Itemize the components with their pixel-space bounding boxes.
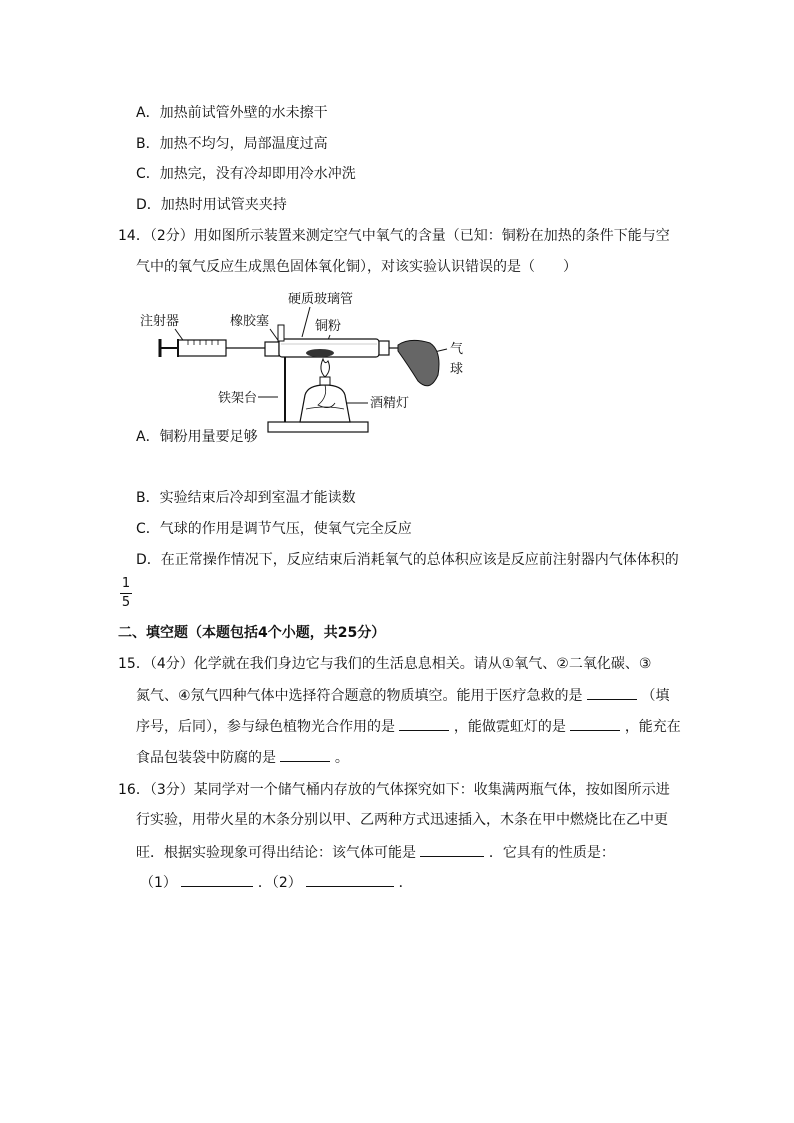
label-lamp: 酒精灯 <box>370 396 410 411</box>
q15-blank-photosynthesis[interactable] <box>399 716 449 731</box>
fraction-numerator: 1 <box>121 576 131 591</box>
q16-line2: 行实验，用带火星的木条分别以甲、乙两种方式迅速插入，木条在甲中燃烧比在乙中更 <box>136 812 668 828</box>
label-stopper: 橡胶塞 <box>230 314 270 329</box>
q14-stem-line2: 气中的氧气反应生成黑色固体氧化铜），对该实验认识错误的是（ ） <box>136 259 577 275</box>
fraction-one-fifth <box>120 576 132 611</box>
q15-line3 <box>136 716 681 737</box>
q15-line2-text: 氮气、④氖气四种气体中选择符合题意的物质填空。能用于医疗急救的是 <box>136 688 583 704</box>
fraction-denominator: 5 <box>121 595 131 610</box>
q15-blank-food[interactable] <box>280 747 330 762</box>
section2-title: 二、填空题（本题包括4个小题，共25分） <box>118 625 386 641</box>
q15-line4-end: 。 <box>334 750 349 766</box>
q14-stem-line1: 14．（2分）用如图所示装置来测定空气中氧气的含量（已知：铜粉在加热的条件下能与空 <box>118 228 670 244</box>
q16-blank-property1[interactable] <box>181 872 253 887</box>
label-glass-tube: 硬质玻璃管 <box>288 292 354 307</box>
q15-line2 <box>136 685 669 706</box>
label-stand: 铁架台 <box>218 391 258 406</box>
q16-line4-end: ． <box>398 875 413 891</box>
q14-option-c: C．气球的作用是调节气压，使氧气完全反应 <box>136 521 412 537</box>
q16-line4 <box>140 872 413 893</box>
q15-line4 <box>136 747 349 768</box>
label-balloon-2: 球 <box>450 362 464 377</box>
q14-option-d: D．在正常操作情况下，反应结束后消耗氧气的总体积应该是反应前注射器内气体体积的 <box>136 552 679 568</box>
q16-line3 <box>136 842 615 863</box>
q16-blank-gas[interactable] <box>420 842 484 857</box>
label-copper: 铜粉 <box>315 319 342 334</box>
q15-line2-suffix: （填 <box>641 688 670 704</box>
q15-line3-mid: ，能做霓虹灯的是 <box>453 719 566 735</box>
q14-option-b: B．实验结束后冷却到室温才能读数 <box>136 490 356 506</box>
q16-line3-text: 旺．根据实验现象可得出结论：该气体可能是 <box>136 845 416 861</box>
q14-option-a: A．铜粉用量要足够 <box>136 429 258 445</box>
q15-line3-text: 序号，后同），参与绿色植物光合作用的是 <box>136 719 395 735</box>
q16-line3-end: ．它具有的性质是： <box>488 845 615 861</box>
q16-line1: 16．（3分）某同学对一个储气桶内存放的气体探究如下：收集满两瓶气体，按如图所示进 <box>118 782 670 798</box>
q15-line1: 15．（4分）化学就在我们身边它与我们的生活息息相关。请从①氧气、②二氧化碳、③ <box>118 656 652 672</box>
q13-option-a: A．加热前试管外壁的水未擦干 <box>136 105 328 121</box>
label-syringe: 注射器 <box>140 314 180 329</box>
q15-line3-end: ，能充在 <box>624 719 681 735</box>
label-balloon-1: 气 <box>450 342 464 357</box>
apparatus-figure <box>130 285 480 445</box>
q13-option-b: B．加热不均匀，局部温度过高 <box>136 136 328 152</box>
q15-blank-neon[interactable] <box>570 716 620 731</box>
q13-option-c: C．加热完，没有冷却即用冷水冲洗 <box>136 166 356 182</box>
q13-option-d: D．加热时用试管夹夹持 <box>136 197 287 213</box>
q15-blank-medical[interactable] <box>587 685 637 700</box>
q16-blank-property2[interactable] <box>306 872 394 887</box>
q15-line4-text: 食品包装袋中防腐的是 <box>136 750 276 766</box>
q16-line4-label1: （1） <box>140 875 177 891</box>
q16-line4-label2: ．（2） <box>257 875 302 891</box>
